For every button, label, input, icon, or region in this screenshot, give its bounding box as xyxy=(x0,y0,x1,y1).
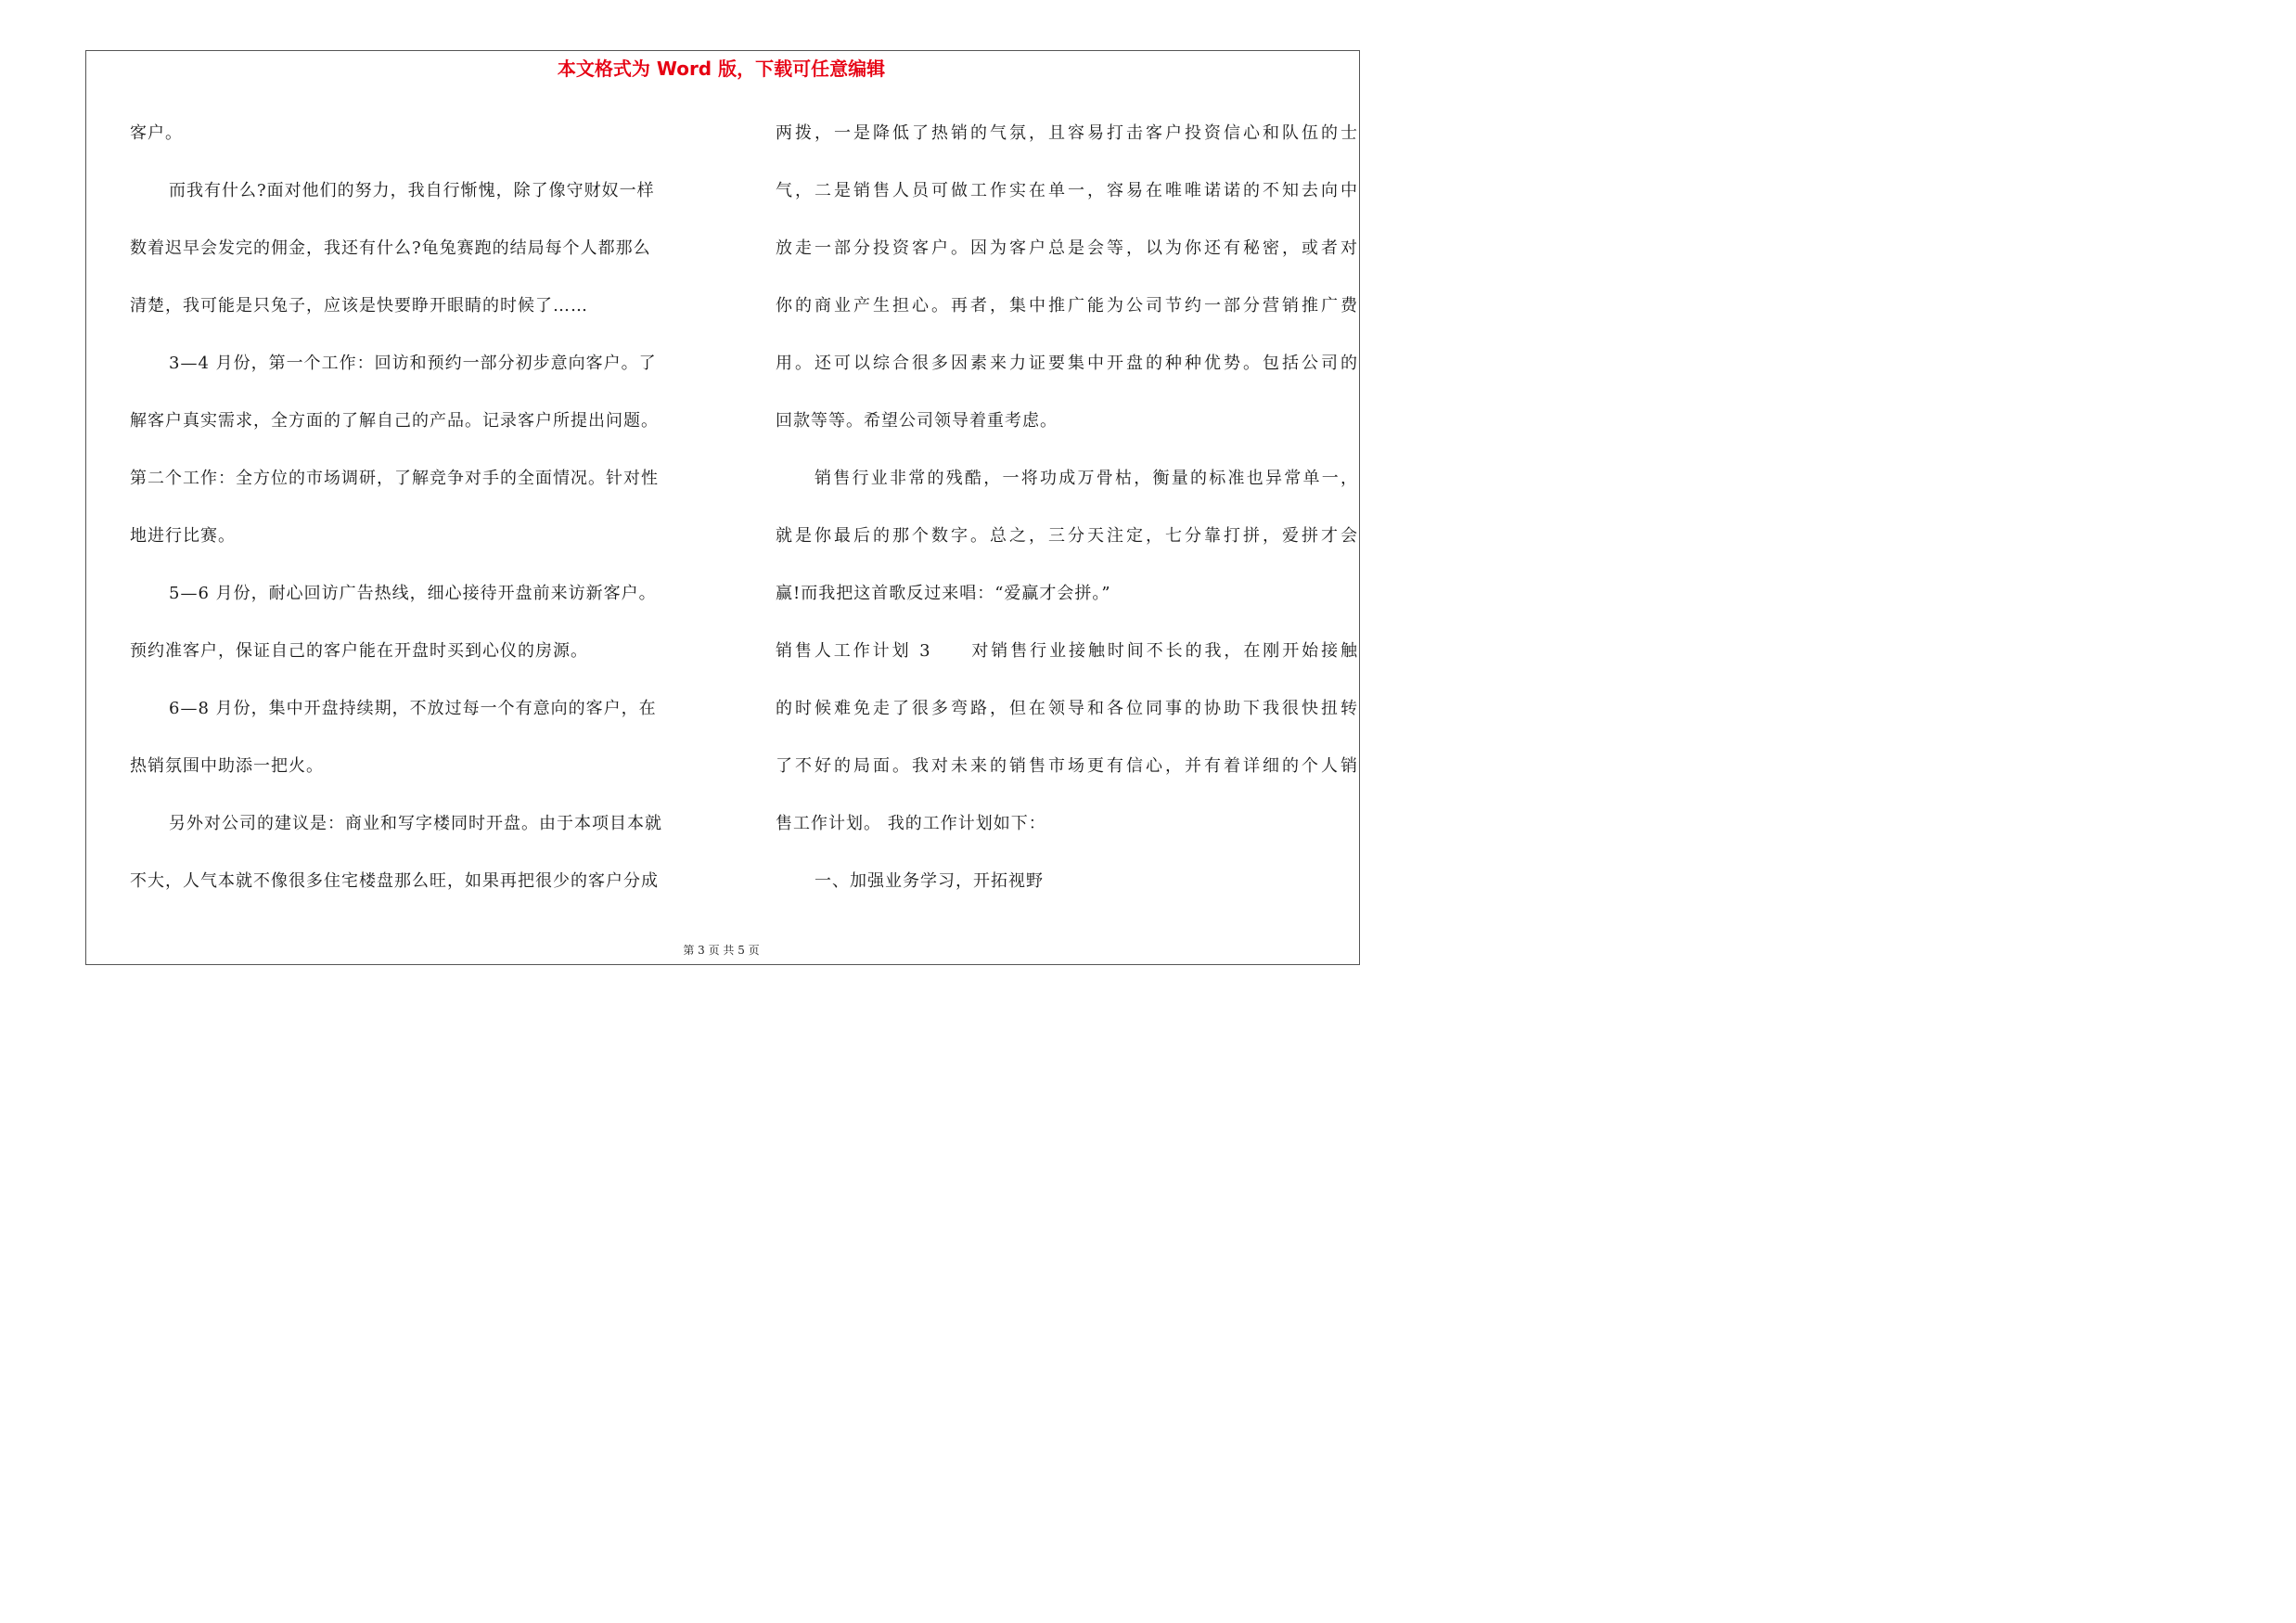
text-line: 3—4 月份，第一个工作：回访和预约一部分初步意向客户。了 xyxy=(169,354,657,373)
text-line: 放走一部分投资客户。因为客户总是会等，以为你还有秘密，或者对 xyxy=(776,238,1358,258)
right-column xyxy=(776,119,1358,924)
text-line: 第二个工作：全方位的市场调研，了解竞争对手的全面情况。针对性 xyxy=(130,469,659,488)
text-line: 了不好的局面。我对未来的销售市场更有信心，并有着详细的个人销 xyxy=(776,756,1358,776)
text-line: 客户。 xyxy=(130,123,183,143)
text-line: 用。还可以综合很多因素来力证要集中开盘的种种优势。包括公司的 xyxy=(776,354,1358,373)
text-line: 清楚，我可能是只兔子，应该是快要睁开眼睛的时候了…… xyxy=(130,296,588,316)
text-line: 售工作计划。 我的工作计划如下： xyxy=(776,814,1046,833)
text-line: 解客户真实需求，全方面的了解自己的产品。记录客户所提出问题。 xyxy=(130,411,659,431)
text-line: 两拨，一是降低了热销的气氛，且容易打击客户投资信心和队伍的士 xyxy=(776,123,1358,143)
text-line: 就是你最后的那个数字。总之，三分天注定，七分靠打拼，爱拼才会 xyxy=(776,526,1358,546)
text-line: 销售人工作计划 3 对销售行业接触时间不长的我，在刚开始接触 xyxy=(776,641,1358,661)
text-line: 地进行比赛。 xyxy=(130,526,236,546)
text-line: 的时候难免走了很多弯路，但在领导和各位同事的协助下我很快扭转 xyxy=(776,699,1358,718)
text-line: 预约准客户，保证自己的客户能在开盘时买到心仪的房源。 xyxy=(130,641,588,661)
text-line: 不大，人气本就不像很多住宅楼盘那么旺，如果再把很少的客户分成 xyxy=(130,871,659,891)
text-line: 数着迟早会发完的佣金，我还有什么?龟兔赛跑的结局每个人都那么 xyxy=(130,238,651,258)
text-line: 你的商业产生担心。再者，集中推广能为公司节约一部分营销推广费 xyxy=(776,296,1358,316)
text-line: 回款等等。希望公司领导着重考虑。 xyxy=(776,411,1058,431)
text-line: 6—8 月份，集中开盘持续期，不放过每一个有意向的客户，在 xyxy=(169,699,657,718)
text-line: 5—6 月份，耐心回访广告热线，细心接待开盘前来访新客户。 xyxy=(169,584,657,603)
document-header-title: 本文格式为 Word 版，下载可任意编辑 xyxy=(557,58,886,80)
text-line: 另外对公司的建议是：商业和写字楼同时开盘。由于本项目本就 xyxy=(169,814,662,833)
left-column xyxy=(130,119,724,924)
text-line: 一、加强业务学习，开拓视野 xyxy=(815,871,1044,891)
text-line: 赢!而我把这首歌反过来唱：“爱赢才会拼。” xyxy=(776,584,1111,603)
text-line: 而我有什么?面对他们的努力，我自行惭愧，除了像守财奴一样 xyxy=(169,181,655,200)
text-line: 气，二是销售人员可做工作实在单一，容易在唯唯诺诺的不知去向中 xyxy=(776,181,1358,200)
text-line: 热销氛围中助添一把火。 xyxy=(130,756,324,776)
page-number-footer: 第 3 页 共 5 页 xyxy=(683,944,760,957)
text-line: 销售行业非常的残酷，一将功成万骨枯，衡量的标准也异常单一， xyxy=(815,469,1358,488)
